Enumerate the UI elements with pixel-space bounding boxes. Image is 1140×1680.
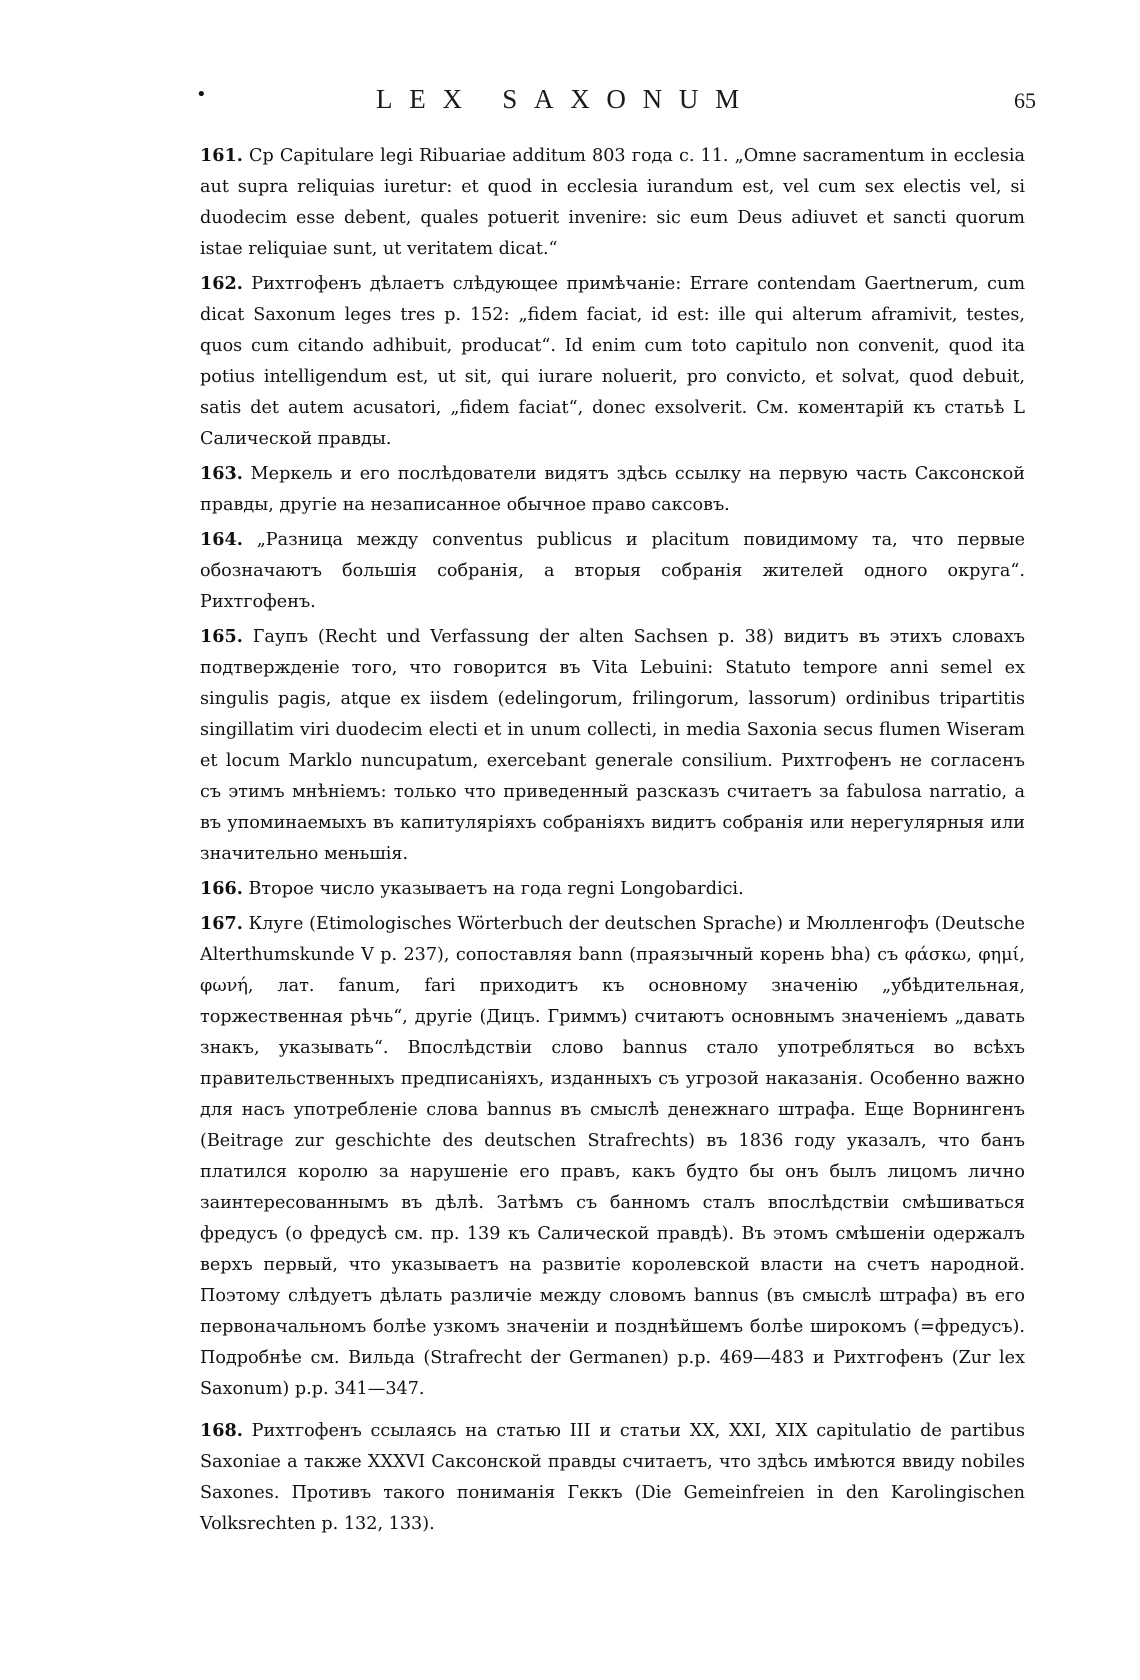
note-text: Клуге (Etimologisches Wörterbuch der deutschen Sprache) и Мюлленгофъ (Deutsche Alterthumskunde V p. 237), сопоставляя bann (праязычный корень bha) съ φάσκω, φημί, φωνή, лат. fanum, fari приходитъ къ основному значенію „убѣдительная, торжественная рѣчь“, другіе (Дицъ. Гриммъ) считаютъ основнымъ значеніемъ „давать знакъ, указывать“. Впослѣдствіи слово bannus стало употребляться во всѣхъ правительственныхъ предписаніяхъ, изданныхъ съ угрозой наказанія. Особенно важно для насъ употребленіе слова bannus въ смыслѣ денежнаго штрафа. Еще Ворнингенъ (Beitrage zur geschichte des deutschen Strafrechts) въ 1836 году указалъ, что банъ платился королю за нарушеніе его правъ, какъ будто бы онъ былъ лицомъ лично заинтересованнымъ въ дѣлѣ. Затѣмъ съ банномъ сталъ впослѣдствіи смѣшиваться фредусъ (о фредусѣ см. пр. 139 къ Салической правдѣ). Въ этомъ смѣшеніи одержалъ верхъ первый, что указываетъ на развитіе королевской власти на счетъ народной. Поэтому слѣдуетъ дѣлать различіе между словомъ bannus (въ смыслѣ штрафа) въ его первоначальномъ болѣе узкомъ значеніи и позднѣйшемъ болѣе широкомъ (=фредусъ). Подробнѣе см. Вильда (Strafrecht der Germanen) р.р. 469—483 и Рихтгофенъ (Zur lex Saxonum) р.р. 341—347.	[200, 914, 1026, 1399]
note-166	[200, 873, 1025, 905]
note-167	[200, 908, 1025, 1405]
note-text: Рихтгофенъ ссылаясь на статью III и статьи XX, XXI, XIX capitulatio de partibus Saxoniae а также XXXVI Саксонской правды считаетъ, что здѣсь имѣются ввиду nobiles Saxones. Противъ такого пониманія Геккъ (Die Gemeinfreien in den Karolingischen Volksrechten p. 132, 133).	[200, 1421, 1025, 1534]
note-163	[200, 458, 1025, 521]
note-number: 167.	[200, 913, 243, 934]
note-number: 161.	[200, 145, 243, 166]
note-text: Ср Capitulare legi Ribuariae additum 803 года с. 11. „Omne sacramentum in ecclesia aut supra reliquias iuretur: et quod in ecclesia iurandum est, vel cum sex electis vel, si duodecim esse debent, quales potuerit invenire: sic eum Deus adiuvet et sancti quorum istae reliquiae sunt, ut veritatem dicat.“	[200, 146, 1025, 259]
page-header	[190, 84, 1036, 124]
note-161	[200, 140, 1025, 265]
page-number: 65	[1014, 88, 1036, 113]
note-number: 166.	[200, 878, 243, 899]
note-number: 164.	[200, 529, 243, 550]
note-text: „Разница между conventus publicus и placitum повидимому та, что первые обозначаютъ большія собранія, а вторыя собранія жителей одного округа“. Рихтгофенъ.	[200, 530, 1026, 612]
running-title: LEX SAXONUM	[376, 84, 756, 114]
header-mark: •	[196, 84, 207, 105]
note-text: Рихтгофенъ дѣлаетъ слѣдующее примѣчаніе: Errare contendam Gaertnerum, cum dicat Saxonum leges tres p. 152: „fidem faciat, id est: ille qui alterum aframivit, testes, quos cum citando adhibuit, producat“. Id enim cum toto capitulo non convenit, quod ita potius intelligendum est, ut sit, qui iurare noluerit, pro convicto, et solvat, quod debuit, satis det autem acusatori, „fidem faciat“, donec exsolverit. См. коментарій къ статьѣ L Салической правды.	[200, 274, 1026, 449]
note-text: Гаупъ (Recht und Verfassung der alten Sachsen p. 38) видитъ въ этихъ словахъ подтвержденіе того, что говорится въ Vita Lebuini: Statuto tempore anni semel ex singulis pagis, atque ex iisdem (edelingorum, frilingorum, lassorum) ordinibus tripartitis singillatim viri duodecim electi et in unum collecti, in media Saxonia secus flumen Wiseram et locum Marklo nuncupatum, exercebant generale consilium. Рихтгофенъ не согласенъ съ этимъ мнѣніемъ: только что приведенный разсказъ считаетъ за fabulosa narratio, а въ упоминаемыхъ въ капитуляріяхъ собраніяхъ видитъ собранія или нерегулярныя или значительно меньшія.	[200, 627, 1026, 864]
note-text: Второе число указываетъ на года regni Longobardici.	[248, 879, 744, 899]
note-165	[200, 621, 1025, 870]
note-number: 162.	[200, 273, 243, 294]
notes-body	[200, 140, 1025, 1543]
note-168	[200, 1415, 1025, 1540]
note-text: Меркель и его послѣдователи видятъ здѣсь ссылку на первую часть Саксонской правды, другіе на незаписанное обычное право саксовъ.	[200, 464, 1025, 515]
note-number: 165.	[200, 626, 243, 647]
note-number: 163.	[200, 463, 243, 484]
note-164	[200, 524, 1025, 618]
note-number: 168.	[200, 1420, 243, 1441]
note-162	[200, 268, 1025, 455]
